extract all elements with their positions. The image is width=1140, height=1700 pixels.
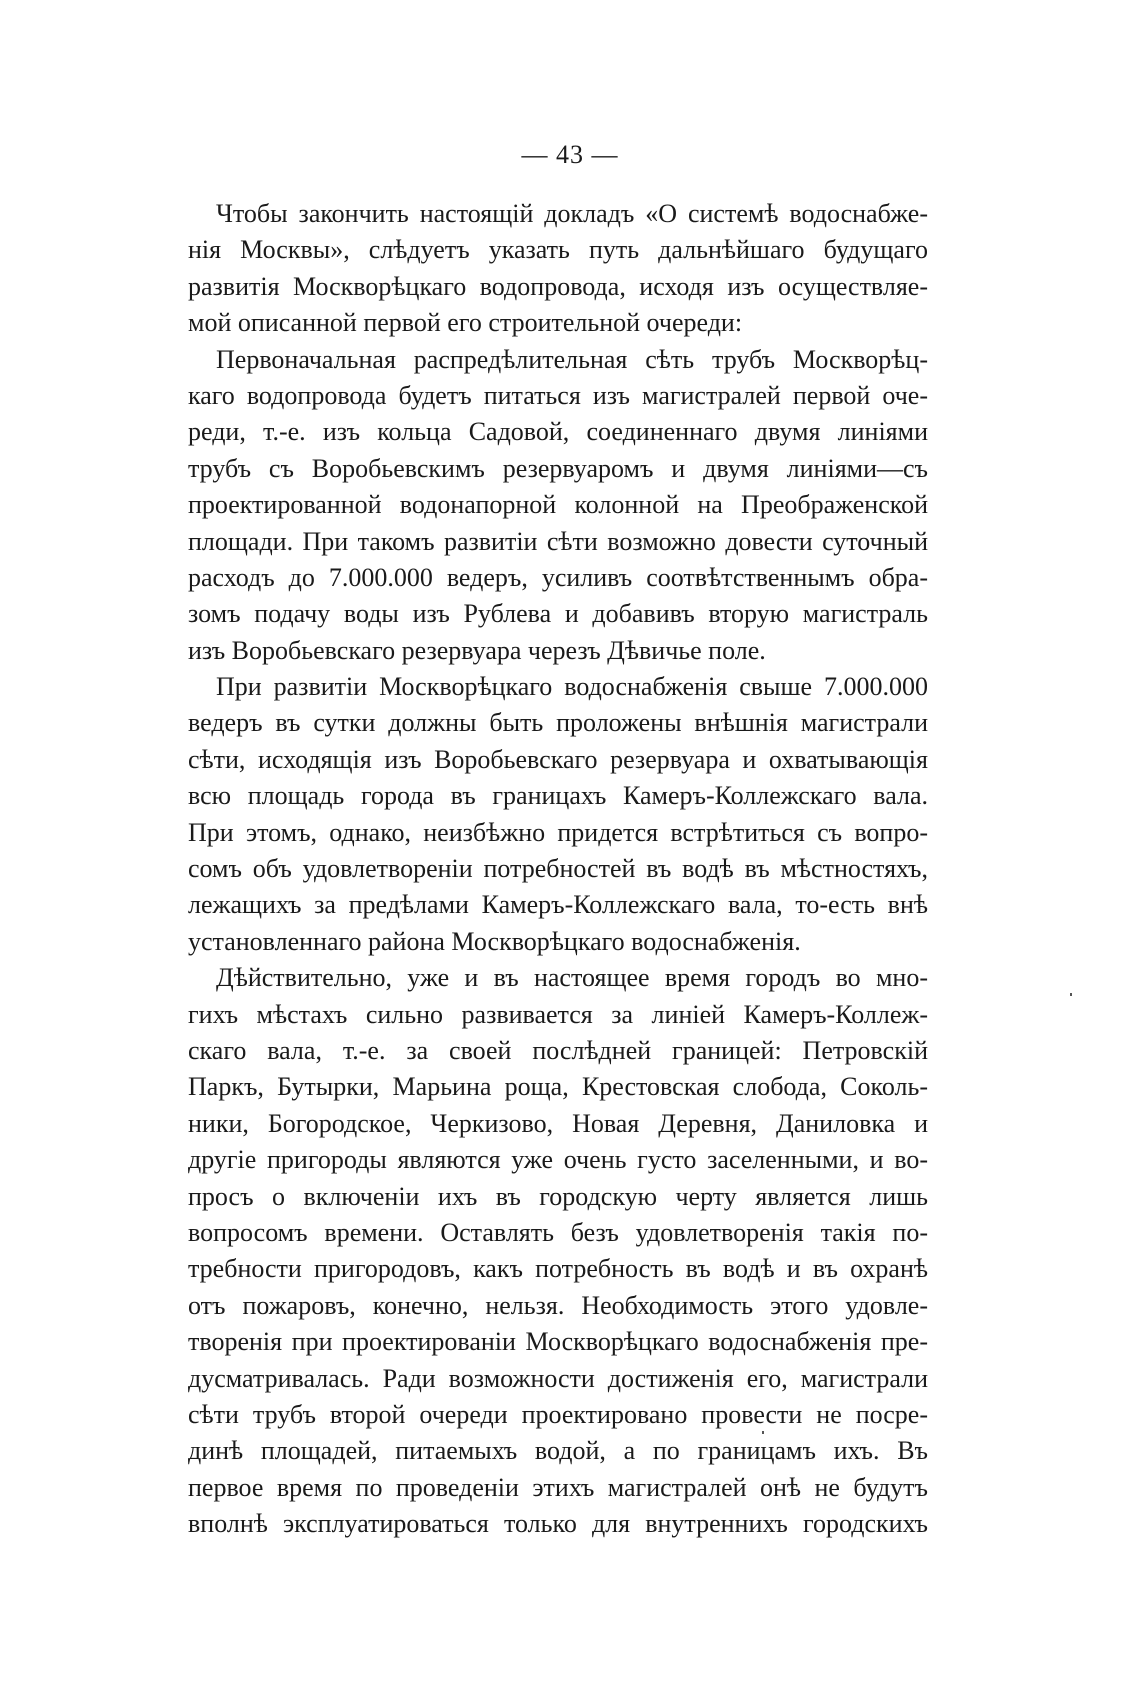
text-line: просъ о включеніи ихъ въ городскую черту является лишь <box>188 1181 928 1211</box>
text-line: ники, Богородское, Черкизово, Новая Деревня, Даниловка и <box>188 1108 928 1138</box>
text-line: каго водопровода будетъ питаться изъ магистралей первой оче- <box>188 380 928 410</box>
scan-speck <box>1070 993 1072 996</box>
text-line: дусматривалась. Ради возможности достиженія его, магистрали <box>188 1363 928 1393</box>
text-line: творенія при проектированіи Москворѣцкаго водоснабженія пре- <box>188 1327 928 1357</box>
page-number: — 43 — <box>521 140 619 169</box>
text-line: первое время по проведеніи этихъ магистралей онѣ не будутъ <box>188 1472 928 1502</box>
text-line: зомъ подачу воды изъ Рублева и добавивъ вторую магистраль <box>188 599 928 629</box>
text-line: расходъ до 7.000.000 ведеръ, усиливъ соотвѣтственнымъ обра- <box>188 562 928 592</box>
text-line: ведеръ въ сутки должны быть проложены внѣшнія магистрали <box>188 708 928 738</box>
text-line: площади. При такомъ развитіи сѣти возможно довести суточный <box>188 526 928 556</box>
text-line: При этомъ, однако, неизбѣжно придется встрѣтиться съ вопро- <box>188 817 928 847</box>
text-line: динѣ площадей, питаемыхъ водой, а по границамъ ихъ. Въ <box>188 1436 928 1466</box>
text-line: другіе пригороды являются уже очень густо заселенными, и во- <box>188 1145 928 1175</box>
text-line: всю площадь города въ границахъ Камеръ-Коллежскаго вала. <box>188 781 928 811</box>
text-line: При развитіи Москворѣцкаго водоснабженія свыше 7.000.000 <box>216 672 928 702</box>
text-line: установленнаго района Москворѣцкаго водоснабженія. <box>188 926 801 956</box>
text-line: Первоначальная распредѣлительная сѣть трубъ Москворѣц- <box>216 344 928 374</box>
text-line: лежащихъ за предѣлами Камеръ-Коллежскаго вала, то-есть внѣ <box>188 890 928 920</box>
body-text <box>188 196 928 1542</box>
text-line: проектированной водонапорной колонной на Преображенской <box>188 490 928 520</box>
text-line: сомъ объ удовлетвореніи потребностей въ водѣ въ мѣстностяхъ, <box>188 854 928 884</box>
text-line: мой описанной первой его строительной очереди: <box>188 308 743 338</box>
text-line: требности пригородовъ, какъ потребность въ водѣ и въ охранѣ <box>188 1254 928 1284</box>
text-line: нія Москвы», слѣдуетъ указать путь дальнѣйшаго будущаго <box>188 235 928 265</box>
text-line: сѣти трубъ второй очереди проектировано провести не посре- <box>188 1399 928 1429</box>
scan-speck <box>762 1431 764 1434</box>
text-line: Паркъ, Бутырки, Марьина роща, Крестовская слобода, Соколь- <box>188 1072 928 1102</box>
text-line: Чтобы закончить настоящій докладъ «О системѣ водоснабже- <box>216 199 928 228</box>
text-line: изъ Воробьевскаго резервуара черезъ Дѣвичье поле. <box>188 635 766 665</box>
text-line: вполнѣ эксплуатироваться только для внутреннихъ городскихъ <box>188 1509 928 1539</box>
text-line: сѣти, исходящія изъ Воробьевскаго резервуара и охватывающія <box>188 744 928 774</box>
text-line: гихъ мѣстахъ сильно развивается за линіей Камеръ-Коллеж- <box>188 999 928 1029</box>
text-line: вопросомъ времени. Оставлять безъ удовлетворенія такія по- <box>188 1217 928 1247</box>
text-line: Дѣйствительно, уже и въ настоящее время городъ во мно- <box>216 963 928 993</box>
text-line: отъ пожаровъ, конечно, нельзя. Необходимость этого удовле- <box>188 1290 928 1320</box>
text-line: развитія Москворѣцкаго водопровода, исходя изъ осуществляе- <box>188 271 928 301</box>
text-line: скаго вала, т.-е. за своей послѣдней границей: Петровскій <box>188 1035 928 1065</box>
text-line: трубъ съ Воробьевскимъ резервуаромъ и двумя линіями—съ <box>188 453 928 483</box>
text-line: реди, т.-е. изъ кольца Садовой, соединеннаго двумя линіями <box>188 417 928 447</box>
